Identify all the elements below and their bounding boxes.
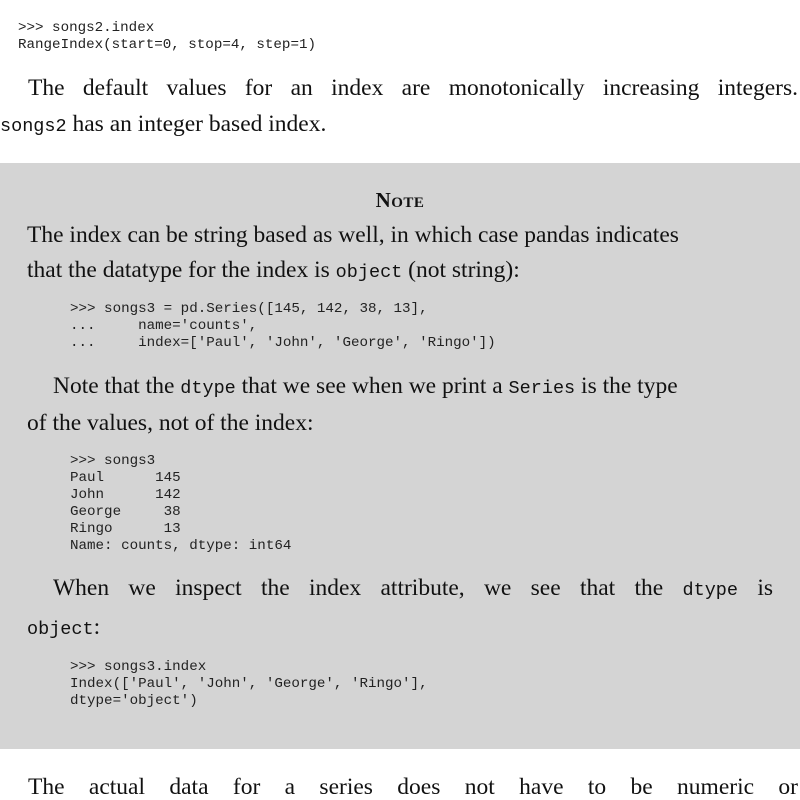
code-line: Name: counts, dtype: int64 — [70, 538, 292, 554]
code-text: ... index=['Paul', 'John', 'George', 'Ringo']) — [70, 335, 496, 351]
code-line: Index(['Paul', 'John', 'George', 'Ringo'], — [70, 676, 428, 692]
code-line: dtype='object') — [70, 693, 198, 709]
paragraph-text: When we inspect the index attribute, we see that the — [53, 575, 683, 601]
note-paragraph-line — [27, 409, 314, 437]
inline-code: object — [335, 262, 403, 283]
paragraph-text: that the datatype for the index is — [27, 257, 336, 283]
code-line: >>> songs3 — [70, 453, 156, 469]
code-line: >>> songs3.index — [70, 659, 207, 675]
body-paragraph-line — [0, 110, 326, 141]
body-paragraph-line — [28, 74, 798, 102]
paragraph-text: of the values, not of the index: — [27, 410, 314, 436]
inline-code: object — [27, 619, 94, 640]
code-line: John 142 — [70, 487, 181, 503]
note-paragraph-line — [27, 221, 679, 249]
paragraph-text: is the type — [575, 373, 678, 399]
code-line — [70, 318, 257, 335]
note-paragraph-line — [27, 613, 100, 644]
paragraph-text: Note that the — [53, 373, 181, 399]
paragraph-text: The actual data for a series does not have to be numeric or — [28, 774, 798, 800]
note-paragraph-line — [53, 372, 678, 403]
paragraph-text: : — [93, 614, 101, 640]
paragraph-text: has an integer based index. — [66, 111, 327, 137]
inline-code: dtype — [682, 580, 739, 601]
inline-code: dtype — [180, 378, 236, 399]
inline-code: songs2 — [0, 116, 67, 137]
paragraph-text: The index can be string based as well, in which case pandas indicates — [27, 222, 679, 248]
code-line: Paul 145 — [70, 470, 181, 486]
code-line: RangeIndex(start=0, stop=4, step=1) — [18, 37, 316, 53]
paragraph-text: is — [738, 575, 773, 601]
paragraph-text: that we see when we print a — [235, 373, 509, 399]
code-text: ... name='counts', — [70, 318, 258, 334]
paragraph-text: (not string): — [402, 257, 520, 283]
code-line: >>> songs3 = pd.Series([145, 142, 38, 13], — [70, 301, 428, 317]
inline-code: Series — [508, 378, 576, 399]
code-line: George 38 — [70, 504, 181, 520]
body-paragraph-line — [28, 773, 798, 800]
code-line: >>> songs2.index — [18, 20, 155, 36]
code-line — [70, 335, 496, 352]
code-line: Ringo 13 — [70, 521, 181, 537]
note-paragraph-line — [27, 256, 520, 287]
note-title: Note — [375, 188, 425, 212]
note-paragraph-line — [53, 574, 773, 605]
paragraph-text: The default values for an index are monotonically increasing integers. — [28, 75, 798, 101]
